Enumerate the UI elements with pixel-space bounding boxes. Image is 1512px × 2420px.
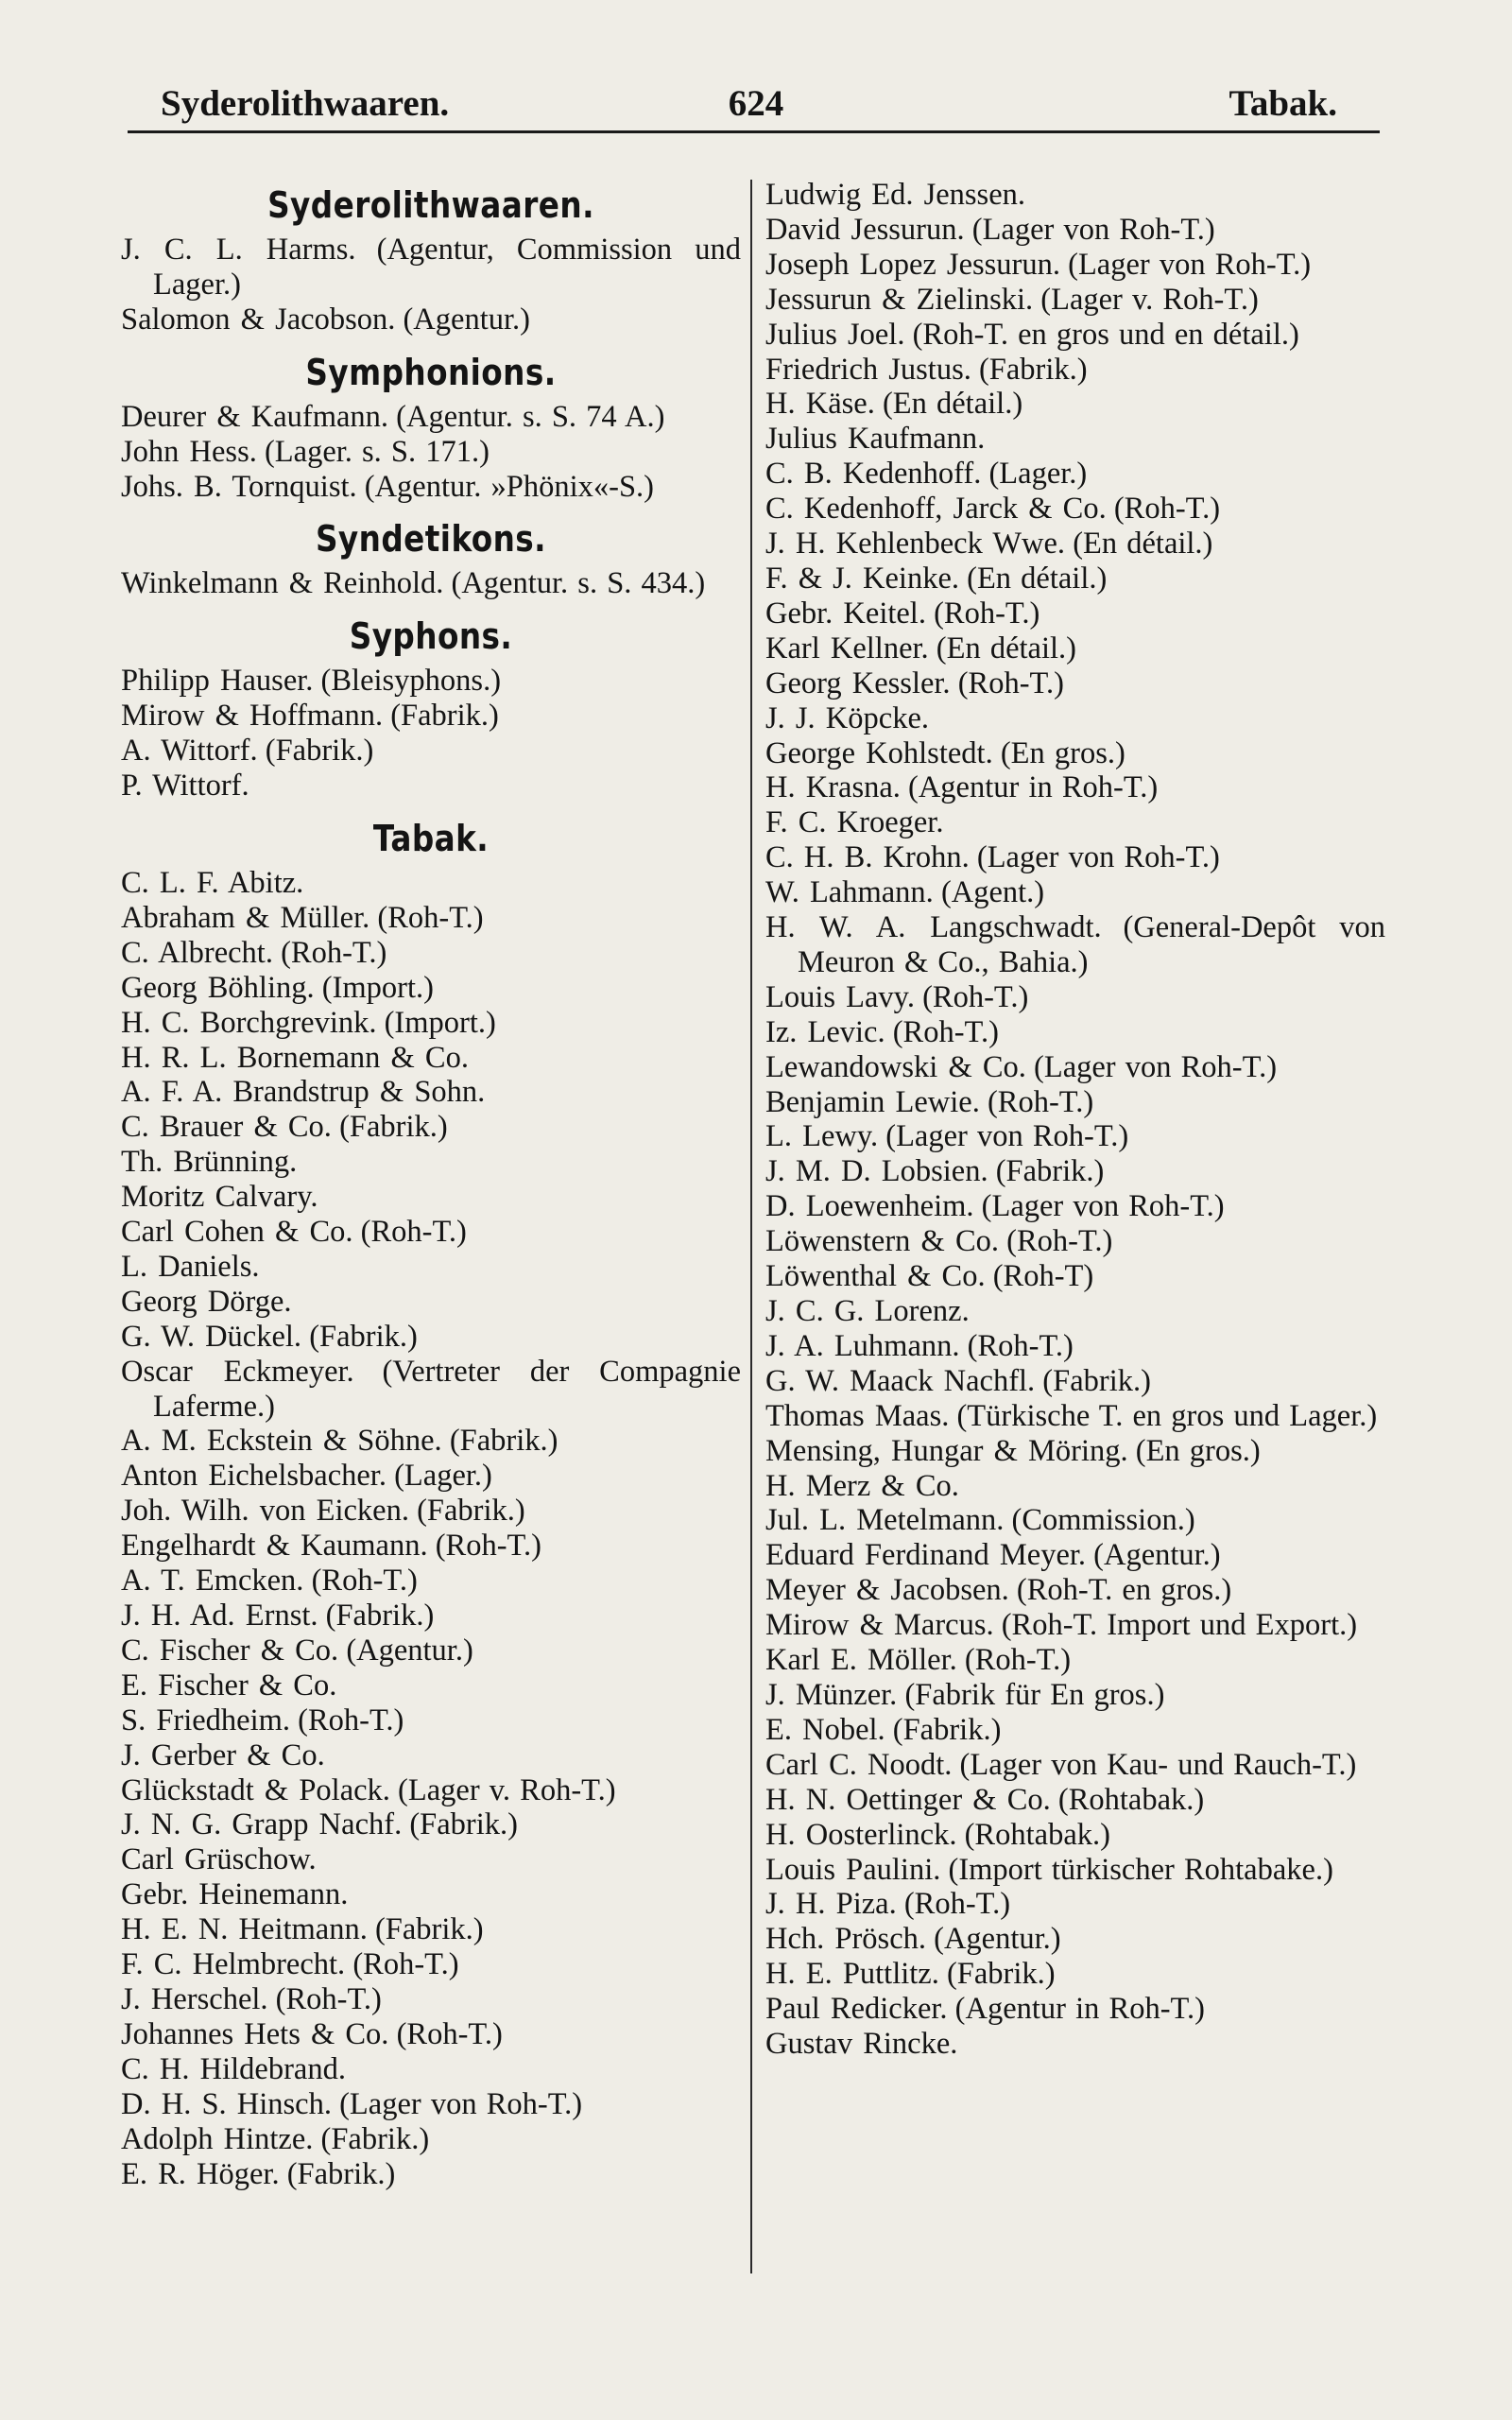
entry-note: (En détail.) (882, 387, 1023, 422)
entry-name: Löwenthal & Co. (765, 1259, 986, 1294)
entry-name: E. R. Höger. (121, 2156, 280, 2191)
section-heading: Syderolithwaaren. (267, 184, 594, 226)
entry-note: (Fabrik.) (339, 1110, 448, 1145)
entry-note: (Agentur in Roh-T.) (908, 770, 1159, 805)
entry-name: C. H. B. Krohn. (765, 840, 970, 875)
entry-name: J. H. Kehlenbeck Wwe. (765, 527, 1066, 562)
directory-entry (765, 1748, 1385, 1783)
entry-note: (Fabrik.) (409, 1807, 518, 1842)
directory-entry (765, 1713, 1385, 1748)
entry-note: (Import.) (321, 970, 434, 1005)
section-heading: Symphonions. (305, 351, 557, 393)
directory-entry (765, 1259, 1385, 1294)
entry-note: (Roh-T. en gros.) (1016, 1573, 1232, 1608)
entry-name: J. C. G. Lorenz. (765, 1294, 970, 1328)
entry-name: Karl E. Möller. (765, 1643, 957, 1678)
directory-entry (121, 866, 741, 901)
directory-entry (121, 1041, 741, 1076)
entry-name: Julius Kaufmann. (765, 422, 986, 457)
directory-entry (765, 248, 1385, 283)
running-head (128, 78, 1384, 130)
header-rule (128, 130, 1380, 133)
directory-entry (121, 1145, 741, 1180)
directory-entry (121, 470, 741, 505)
entry-note: (Roh-T.) (967, 1328, 1074, 1363)
entry-name: Georg Dörge. (121, 1284, 292, 1319)
entry-name: Eduard Ferdinand Meyer. (765, 1538, 1087, 1573)
entry-note: (Agentur. »Phönix«-S.) (364, 469, 654, 504)
directory-entry (765, 875, 1385, 910)
entry-note: (Roh-T.) (1113, 492, 1221, 527)
entry-note: (Roh-T.) (903, 1887, 1011, 1922)
entry-name: J. J. Köpcke. (765, 700, 929, 735)
entry-name: Salomon & Jacobson. (121, 302, 396, 337)
entry-name: F. & J. Keinke. (765, 561, 959, 596)
entry-note: (Fabrik.) (417, 1494, 525, 1529)
entry-note: (Fabrik.) (325, 1599, 435, 1633)
entry-note: (En détail.) (936, 631, 1076, 666)
entry-note: (Roh-T. en gros und en détail.) (912, 317, 1299, 352)
entry-note: (Lager von Roh-T.) (885, 1119, 1129, 1154)
directory-entry (121, 1912, 741, 1947)
directory-entry (121, 1180, 741, 1215)
entry-name: Julius Joel. (765, 317, 905, 352)
directory-entry (765, 1853, 1385, 1888)
directory-entry (121, 1773, 741, 1808)
directory-entry (765, 1573, 1385, 1608)
left-column (121, 178, 741, 2191)
directory-entry (765, 1294, 1385, 1329)
directory-entry (765, 1154, 1385, 1189)
directory-entry (121, 734, 741, 769)
entry-name: Thomas Maas. (765, 1398, 950, 1433)
directory-entry (121, 1529, 741, 1564)
entry-name: Meyer & Jacobsen. (765, 1573, 1009, 1608)
entry-note: (Fabrik.) (390, 699, 499, 734)
entry-note: (Agentur.) (1093, 1538, 1221, 1573)
directory-entry (765, 1189, 1385, 1224)
entry-note: (Fabrik.) (995, 1154, 1105, 1189)
running-head-right: Tabak. (1228, 83, 1337, 124)
directory-entry (765, 1050, 1385, 1085)
entry-note: (Fabrik.) (449, 1424, 558, 1459)
entry-name: Benjamin Lewie. (765, 1084, 980, 1119)
entry-name: H. E. Puttlitz. (765, 1957, 939, 1992)
entry-note: (Roh-T.) (1006, 1224, 1113, 1259)
entry-name: C. Brauer & Co. (121, 1110, 332, 1145)
directory-entry (765, 527, 1385, 562)
entry-note: (Commission.) (1011, 1503, 1195, 1538)
entry-name: H. Krasna. (765, 770, 901, 805)
entry-name: Louis Lavy. (765, 979, 915, 1014)
entry-name: C. Fischer & Co. (121, 1633, 339, 1668)
directory-entry (121, 400, 741, 435)
entry-name: D. Loewenheim. (765, 1189, 974, 1224)
entry-name: D. H. S. Hinsch. (121, 2086, 332, 2121)
directory-entry (765, 1503, 1385, 1538)
entry-note: (General-Depôt von Meuron & Co., Bahia.) (798, 910, 1385, 979)
entry-name: H. N. Oettinger & Co. (765, 1782, 1051, 1817)
directory-entry (121, 936, 741, 971)
directory-entry (765, 805, 1385, 840)
entry-name: Joseph Lopez Jessurun. (765, 247, 1060, 282)
entry-note: (Agent.) (940, 875, 1045, 910)
entry-note: (Fabrik.) (946, 1957, 1056, 1992)
entry-name: C. B. Kedenhoff. (765, 457, 982, 492)
entry-name: E. Fischer & Co. (121, 1668, 337, 1703)
directory-entry (765, 1783, 1385, 1818)
entry-name: Adolph Hintze. (121, 2121, 314, 2156)
entry-name: H. R. L. Bornemann & Co. (121, 1040, 469, 1075)
entry-name: Johs. B. Tornquist. (121, 469, 357, 504)
entry-note: (Fabrik.) (309, 1319, 418, 1354)
entry-note: (Fabrik.) (892, 1712, 1002, 1747)
entry-note: (Lager v. Roh-T.) (398, 1772, 616, 1807)
directory-entry (765, 910, 1385, 980)
directory-entry (765, 1399, 1385, 1434)
directory-entry (765, 492, 1385, 527)
directory-entry (121, 2052, 741, 2087)
directory-entry (765, 387, 1385, 422)
directory-entry (765, 631, 1385, 666)
directory-entry (765, 1887, 1385, 1922)
directory-entry (121, 1494, 741, 1529)
directory-entry (765, 666, 1385, 701)
page-number: 624 (728, 83, 784, 124)
directory-entry (765, 840, 1385, 875)
directory-entry (765, 1085, 1385, 1120)
entry-note: (Roh-T.) (377, 900, 484, 935)
entry-note: (Lager von Kau- und Rauch-T.) (959, 1747, 1357, 1782)
entry-name: C. L. F. Abitz. (121, 865, 304, 900)
directory-entry (765, 1643, 1385, 1678)
directory-entry (121, 1250, 741, 1285)
entry-note: (Lager.) (394, 1459, 492, 1494)
entry-note: (Roh-T) (992, 1259, 1094, 1294)
directory-entry (765, 1469, 1385, 1504)
directory-entry (765, 213, 1385, 248)
directory-entry (121, 1424, 741, 1459)
entry-note: (Roh-T.) (964, 1643, 1072, 1678)
directory-entry (121, 1110, 741, 1145)
directory-entry (121, 1075, 741, 1110)
entry-name: J. M. D. Lobsien. (765, 1154, 988, 1189)
directory-entry (765, 736, 1385, 771)
entry-name: Löwenstern & Co. (765, 1224, 1000, 1259)
entry-name: Georg Kessler. (765, 666, 951, 700)
entry-note: (Roh-T.) (892, 1014, 999, 1049)
directory-entry (121, 901, 741, 936)
entry-name: George Kohlstedt. (765, 735, 993, 770)
directory-entry (765, 353, 1385, 388)
entry-note: (Roh-T.) (987, 1084, 1094, 1119)
entry-note: (Lager.) (988, 457, 1088, 492)
directory-entry (121, 233, 741, 302)
entry-name: J. Gerber & Co. (121, 1737, 325, 1772)
entry-name: G. W. Maack Nachfl. (765, 1363, 1036, 1398)
entry-name: F. C. Kroeger. (765, 805, 944, 840)
entry-name: Oscar Eckmeyer. (121, 1354, 354, 1389)
directory-entry (765, 1224, 1385, 1259)
entry-name: J. H. Piza. (765, 1887, 897, 1922)
entry-name: Mirow & Marcus. (765, 1608, 994, 1643)
entry-name: L. Daniels. (121, 1249, 260, 1284)
directory-entry (765, 980, 1385, 1015)
running-head-left: Syderolithwaaren. (161, 83, 450, 124)
directory-entry (765, 1922, 1385, 1957)
entry-note: (Agentur in Roh-T.) (954, 1992, 1205, 2027)
entry-name: Georg Böhling. (121, 970, 315, 1005)
entry-name: Ludwig Ed. Jenssen. (765, 178, 1025, 212)
entry-note: (Roh-T.) (352, 1947, 459, 1982)
entry-name: A. M. Eckstein & Söhne. (121, 1424, 442, 1459)
entry-note: (En gros.) (1135, 1433, 1261, 1468)
entry-note: (Agentur.) (934, 1922, 1061, 1957)
entry-name: Friedrich Justus. (765, 352, 971, 387)
entry-name: L. Lewy. (765, 1119, 879, 1154)
entry-note: (Agentur. s. S. 434.) (451, 566, 706, 601)
entry-name: Abraham & Müller. (121, 900, 370, 935)
directory-entry (121, 566, 741, 601)
entry-name: J. H. Ad. Ernst. (121, 1599, 318, 1633)
entry-note: (Roh-T. Import und Export.) (1001, 1608, 1358, 1643)
directory-entry (765, 1818, 1385, 1853)
entry-name: Anton Eichelsbacher. (121, 1459, 387, 1494)
directory-entry (121, 699, 741, 734)
entry-name: Paul Redicker. (765, 1992, 948, 2027)
entry-note: (Roh-T.) (396, 2016, 503, 2051)
directory-entry (121, 2122, 741, 2157)
directory-entry (765, 318, 1385, 353)
entry-name: F. C. Helmbrecht. (121, 1947, 346, 1982)
entry-name: Johannes Hets & Co. (121, 2016, 389, 2051)
column-divider (750, 180, 752, 2273)
directory-entry (121, 1459, 741, 1494)
entry-name: W. Lahmann. (765, 875, 934, 910)
entry-note: (En détail.) (967, 561, 1108, 596)
directory-entry (121, 1355, 741, 1425)
section-heading: Syphons. (349, 615, 513, 658)
directory-entry (121, 1285, 741, 1320)
directory-entry (765, 596, 1385, 631)
entry-note: (En gros.) (1000, 735, 1125, 770)
entry-name: Jessurun & Zielinski. (765, 282, 1034, 317)
entry-note: (Fabrik.) (978, 352, 1088, 387)
entry-name: P. Wittorf. (121, 769, 249, 804)
entry-note: (Lager von Roh-T.) (339, 2086, 583, 2121)
entry-name: H. Oosterlinck. (765, 1817, 957, 1852)
entry-name: Iz. Levic. (765, 1014, 885, 1049)
directory-entry (765, 2027, 1385, 2062)
directory-entry (121, 1703, 741, 1738)
directory-entry (765, 701, 1385, 736)
directory-entry (121, 435, 741, 470)
entry-name: H. W. A. Langschwadt. (765, 910, 1102, 945)
entry-note: (Fabrik.) (286, 2156, 396, 2191)
directory-entry (765, 1329, 1385, 1364)
entry-name: H. E. N. Heitmann. (121, 1912, 368, 1947)
directory-entry (121, 1215, 741, 1250)
directory-entry (121, 1842, 741, 1877)
entry-name: Gustav Rincke. (765, 2027, 958, 2062)
directory-entry (765, 178, 1385, 213)
directory-entry (121, 1982, 741, 2017)
directory-entry (765, 1608, 1385, 1643)
entry-name: H. C. Borchgrevink. (121, 1005, 377, 1040)
entry-name: Carl Cohen & Co. (121, 1215, 353, 1250)
entry-note: (Roh-T.) (934, 596, 1040, 631)
entry-note: (Roh-T.) (922, 979, 1029, 1014)
entry-name: H. Käse. (765, 387, 875, 422)
directory-entry (765, 1678, 1385, 1713)
directory-entry (765, 283, 1385, 318)
entry-note: (Lager von Roh-T.) (1068, 247, 1312, 282)
entry-name: G. W. Dückel. (121, 1319, 302, 1354)
entry-note: (Roh-T.) (360, 1215, 467, 1250)
entry-note: (Fabrik.) (265, 734, 374, 769)
entry-note: (Lager von Roh-T.) (971, 212, 1215, 247)
entry-name: J. Herschel. (121, 1981, 268, 2016)
directory-entry (121, 1320, 741, 1355)
entry-name: C. H. Hildebrand. (121, 2051, 346, 2086)
entry-note: (Roh-T.) (435, 1529, 541, 1564)
directory-entry (121, 302, 741, 337)
entry-name: Louis Paulini. (765, 1852, 941, 1887)
entry-name: Hch. Prösch. (765, 1922, 926, 1957)
entry-note: (Lager v. Roh-T.) (1040, 282, 1259, 317)
entry-note: (Import.) (384, 1005, 496, 1040)
entry-name: Engelhardt & Kaumann. (121, 1529, 428, 1564)
right-column (765, 178, 1385, 2062)
entry-note: (Rohtabak.) (964, 1817, 1110, 1852)
entry-note: (Lager von Roh-T.) (981, 1189, 1225, 1224)
entry-note: (Agentur. s. S. 74 A.) (396, 399, 665, 434)
entry-name: A. T. Emcken. (121, 1564, 304, 1599)
directory-entry (121, 2087, 741, 2122)
entry-note: (Roh-T.) (275, 1981, 382, 2016)
entry-name: A. Wittorf. (121, 734, 258, 769)
entry-name: C. Kedenhoff, Jarck & Co. (765, 492, 1107, 527)
entry-note: (Fabrik.) (1042, 1363, 1151, 1398)
entry-note: (Agentur.) (403, 302, 530, 337)
entry-note: (Import türkischer Rohtabake.) (948, 1852, 1333, 1887)
directory-entry (121, 2017, 741, 2052)
directory-entry (765, 1434, 1385, 1469)
entry-name: E. Nobel. (765, 1712, 885, 1747)
directory-entry (121, 2157, 741, 2192)
directory-entry (765, 1364, 1385, 1399)
directory-entry (765, 770, 1385, 805)
entry-note: (Lager von Roh-T.) (1034, 1049, 1278, 1084)
entry-name: Moritz Calvary. (121, 1180, 318, 1215)
entry-name: Mirow & Hoffmann. (121, 699, 384, 734)
directory-entry (765, 1957, 1385, 1992)
entry-name: Glückstadt & Polack. (121, 1772, 390, 1807)
entry-name: Carl C. Noodt. (765, 1747, 953, 1782)
entry-note: (Fabrik für En gros.) (904, 1677, 1165, 1712)
entry-note: (Lager von Roh-T.) (976, 840, 1220, 875)
entry-name: Joh. Wilh. von Eicken. (121, 1494, 409, 1529)
entry-name: John Hess. (121, 434, 257, 469)
entry-name: J. C. L. Harms. (121, 233, 356, 267)
entry-note: (Roh-T.) (957, 666, 1064, 700)
entry-name: Gebr. Keitel. (765, 596, 926, 631)
section-heading: Tabak. (372, 817, 490, 859)
directory-entry (765, 1538, 1385, 1573)
directory-entry (121, 1668, 741, 1703)
directory-entry (121, 1807, 741, 1842)
entry-name: J. Münzer. (765, 1677, 898, 1712)
entry-name: C. Albrecht. (121, 935, 273, 970)
entry-note: (Roh-T.) (281, 935, 387, 970)
entry-name: Carl Grüschow. (121, 1842, 317, 1877)
entry-name: Mensing, Hungar & Möring. (765, 1433, 1128, 1468)
entry-note: (Lager. s. S. 171.) (264, 434, 490, 469)
entry-name: Th. Brünning. (121, 1145, 298, 1180)
entry-name: J. A. Luhmann. (765, 1328, 960, 1363)
entry-note: (Türkische T. en gros und Lager.) (956, 1398, 1378, 1433)
directory-entry (121, 1877, 741, 1912)
entry-name: S. Friedheim. (121, 1703, 291, 1737)
entry-note: (Fabrik.) (374, 1912, 484, 1947)
entry-name: J. N. G. Grapp Nachf. (121, 1807, 403, 1842)
entry-note: (Roh-T.) (298, 1703, 404, 1737)
directory-entry (121, 1564, 741, 1599)
entry-note: (Vertreter der Compagnie Laferme.) (153, 1354, 741, 1424)
directory-entry (765, 562, 1385, 596)
entry-name: Jul. L. Metelmann. (765, 1503, 1005, 1538)
directory-entry (121, 971, 741, 1006)
directory-entry (121, 1738, 741, 1773)
section-heading: Syndetikons. (315, 518, 547, 561)
directory-entry (765, 422, 1385, 457)
entry-name: Lewandowski & Co. (765, 1049, 1026, 1084)
directory-entry (121, 769, 741, 804)
entry-note: (Agentur.) (346, 1633, 473, 1668)
entry-name: Winkelmann & Reinhold. (121, 566, 444, 601)
entry-name: David Jessurun. (765, 212, 965, 247)
entry-name: Gebr. Heinemann. (121, 1877, 349, 1912)
directory-entry (765, 1119, 1385, 1154)
entry-note: (En détail.) (1073, 527, 1213, 562)
directory-entry (121, 664, 741, 699)
entry-note: (Rohtabak.) (1057, 1782, 1205, 1817)
entry-name: A. F. A. Brandstrup & Sohn. (121, 1075, 486, 1110)
entry-note: (Bleisyphons.) (320, 664, 502, 699)
entry-name: Karl Kellner. (765, 631, 929, 666)
directory-entry (121, 1947, 741, 1982)
entry-note: (Roh-T.) (311, 1564, 418, 1599)
directory-entry (121, 1634, 741, 1668)
directory-entry (121, 1006, 741, 1041)
directory-entry (121, 1599, 741, 1634)
directory-entry (765, 457, 1385, 492)
entry-name: H. Merz & Co. (765, 1468, 959, 1503)
entry-name: Philipp Hauser. (121, 664, 314, 699)
entry-note: (Fabrik.) (320, 2121, 430, 2156)
entry-note: (Agentur, Commission und Lager.) (153, 233, 742, 302)
directory-entry (765, 1992, 1385, 2027)
directory-entry (765, 1015, 1385, 1050)
entry-name: Deurer & Kaufmann. (121, 399, 389, 434)
